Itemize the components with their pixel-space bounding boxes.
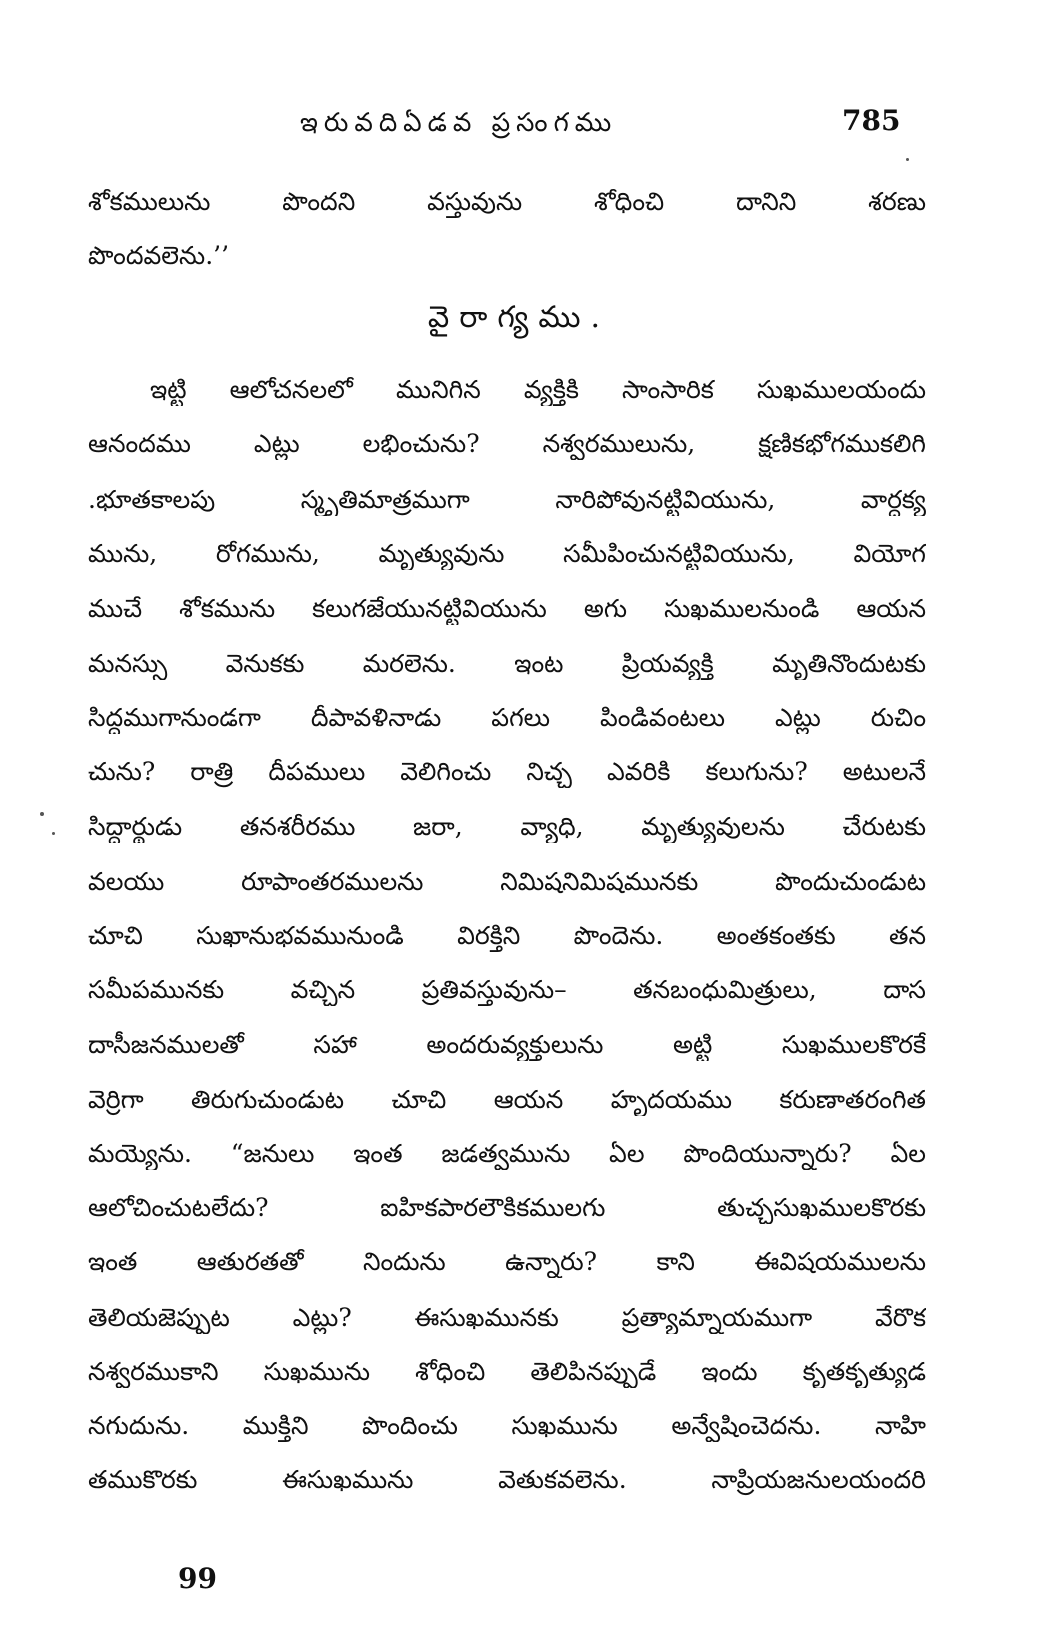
paragraph-line: వెర్రిగా తిరుగుచుండుట చూచి ఆయన హృదయము కరుణాతరంగిత — [88, 1085, 926, 1114]
paragraph-line: ఇట్టి ఆలోచనలలో మునిగిన వ్యక్తికి సాంసారిక సుఖములయందు — [150, 375, 926, 404]
paragraph-line: ఆనందము ఎట్లు లభించును? నశ్వరములును, క్షణికభోగముకలిగి — [88, 429, 926, 458]
paragraph-line: నశ్వరముకాని సుఖమును శోధించి తెలిపినప్పుడే ఇందు కృతకృత్యుడ — [88, 1357, 926, 1386]
paragraph-line: మయ్యెను. “జనులు ఇంత జడత్వమును ఏల పొందియున్నారు? ఏల — [88, 1139, 926, 1168]
section-heading-text: వైరాగ్యము. — [427, 300, 611, 335]
paragraph-line: తముకొరకు ఈసుఖమును వెతుకవలెను. నాప్రియజనులయందరి — [88, 1465, 926, 1494]
paragraph-line: తెలియజెప్పుట ఎట్లు? ఈసుఖమునకు ప్రత్యామ్నాయముగా వేరొక — [88, 1303, 926, 1332]
paragraph-line: నగుదును. ముక్తిని పొందించు సుఖమును అన్వేషించెదను. నాహి — [88, 1411, 926, 1440]
paragraph-line: మును, రోగమును, మృత్యువును సమీపించునట్టివియును, వియోగ — [88, 539, 926, 568]
paragraph-line: ముచే శోకమును కలుగజేయునట్టివియును అగు సుఖములనుండి ఆయన — [88, 594, 926, 623]
paragraph-line: .భూతకాలపు స్మృతిమాత్రముగా నారిపోవునట్టివియును, వార్ధక్య — [88, 485, 926, 514]
paragraph-line: సమీపమునకు వచ్చిన ప్రతివస్తువును– తనబంధుమిత్రులు, దాస — [88, 975, 926, 1004]
paragraph-line: చును? రాత్రి దీపములు వెలిగించు నిచ్ఛ ఎవరికి కలుగును? అటులనే — [88, 757, 926, 786]
print-speck — [52, 832, 55, 835]
running-title: ఇరువదిఏడవ ప్రసంగము — [300, 108, 618, 138]
paragraph-line: ఆలోచించుటలేదు? ఐహికపారలౌకికములగు తుచ్ఛసుఖములకొరకు — [88, 1193, 926, 1222]
text-line: పొందవలెను.’’ — [88, 241, 230, 270]
paragraph-line: వలయు రూపాంతరములను నిమిషనిమిషమునకు పొందుచుండుట — [88, 867, 926, 896]
paragraph-line: సిద్ధార్థుడు తనశరీరము జరా, వ్యాధి, మృత్యువులను చేరుటకు — [88, 812, 926, 841]
section-heading — [0, 300, 1038, 342]
signature-mark: 99 — [178, 1562, 217, 1595]
paragraph-line: మనస్సు వెనుకకు మరలెను. ఇంట ప్రియవ్యక్తి మృతినొందుటకు — [88, 649, 926, 678]
paragraph-line: చూచి సుఖానుభవమునుండి విరక్తిని పొందెను. అంతకంతకు తన — [88, 921, 926, 950]
paragraph-line: దాసీజనములతో సహా అందరువ్యక్తులును అట్టి సుఖములకొరకే — [88, 1030, 926, 1059]
page-number: 785 — [842, 104, 901, 137]
paragraph-line: సిద్ధముగానుండగా దీపావళినాడు పగలు పిండివంటలు ఎట్లు రుచిం — [88, 703, 926, 732]
paragraph-line: ఇంత ఆతురతతో నిందును ఉన్నారు? కాని ఈవిషయములను — [88, 1247, 926, 1276]
print-speck — [906, 158, 909, 161]
print-speck — [40, 812, 44, 816]
text-line: శోకములును పొందని వస్తువును శోధించి దానిని శరణు — [88, 187, 926, 216]
